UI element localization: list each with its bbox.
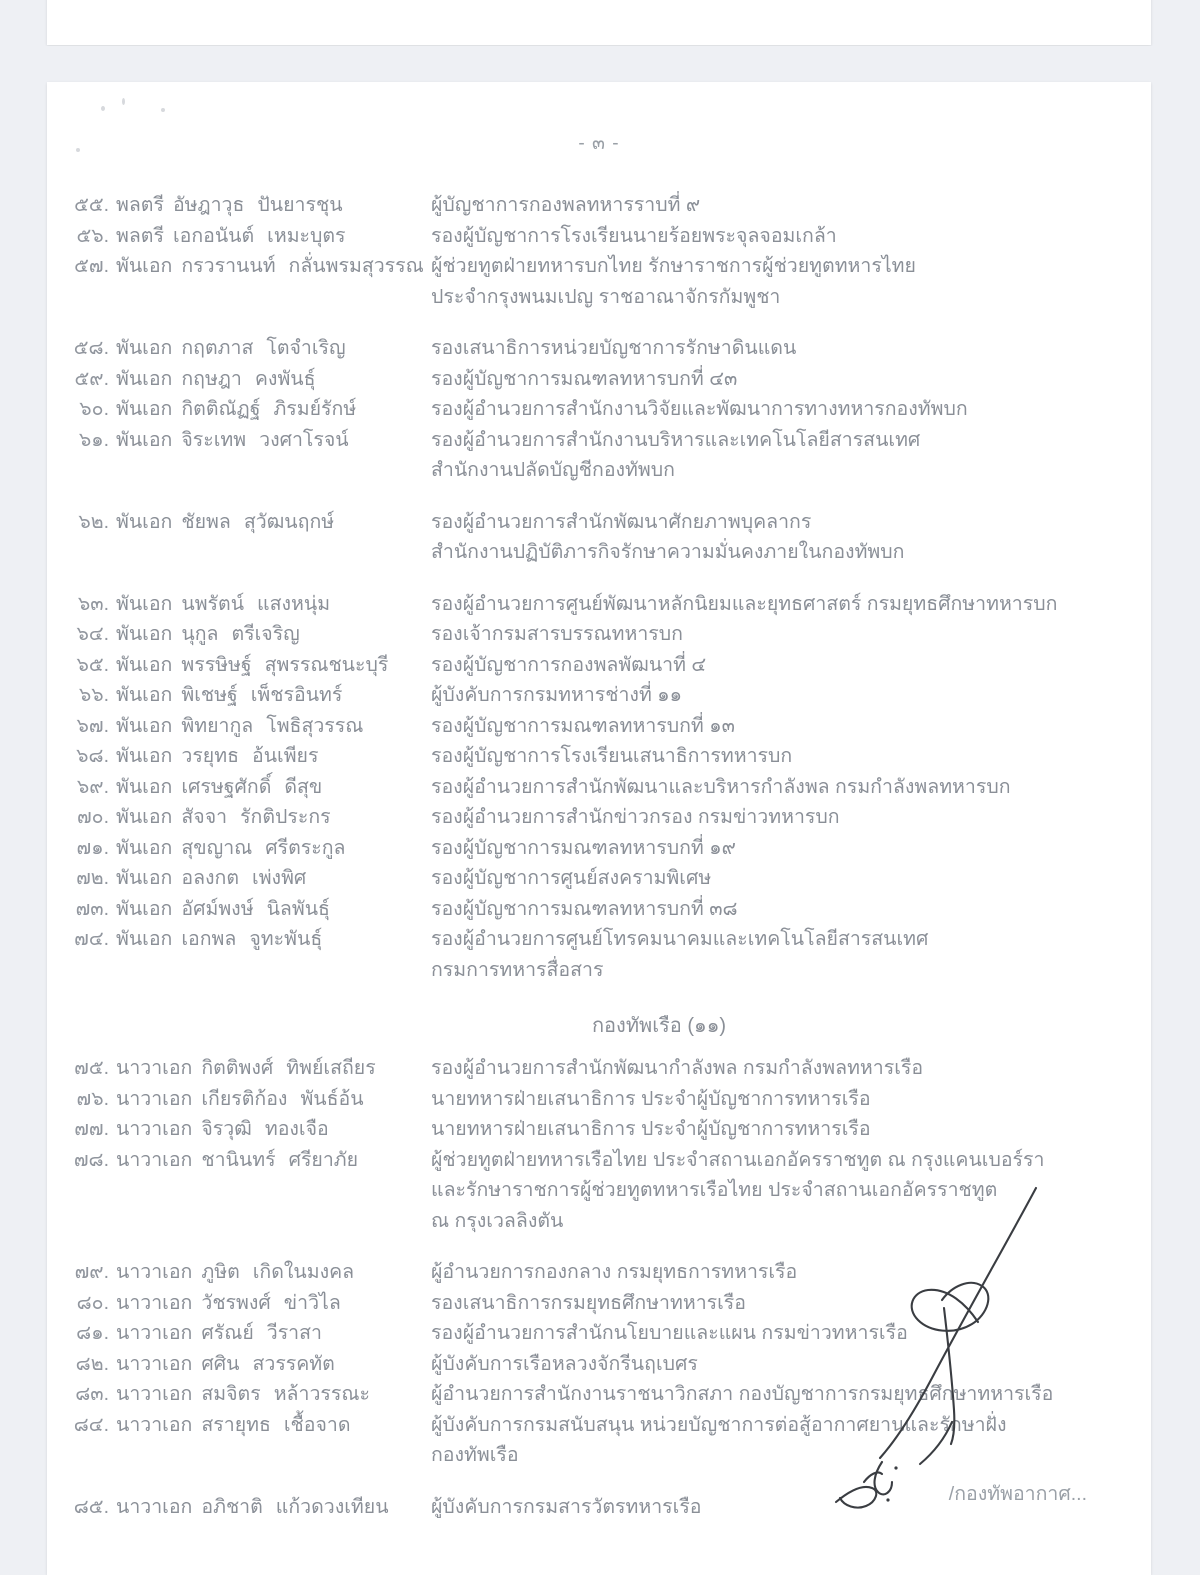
entry-rank: พันเอก xyxy=(116,592,173,615)
section-heading: กองทัพเรือ (๑๑) xyxy=(591,1015,727,1037)
entry-given-name: อัศม์พงษ์ xyxy=(181,897,254,920)
entry-given-name: นุกูล xyxy=(181,623,219,645)
entry-name xyxy=(116,1318,431,1349)
entry-name xyxy=(116,772,431,803)
appointment-entry xyxy=(47,221,1151,252)
appointment-entry xyxy=(47,507,1151,568)
entry-position xyxy=(431,894,1151,925)
appointment-entry xyxy=(47,772,1151,803)
entry-position xyxy=(431,425,1151,486)
entry-family-name: เพ่งพิศ xyxy=(252,867,307,889)
entry-name xyxy=(116,1053,431,1084)
entry-position-line: รองผู้บัญชาการมณฑลทหารบกที่ ๔๓ xyxy=(431,367,738,390)
entry-position xyxy=(431,1288,1151,1319)
entry-given-name: เกียรติก้อง xyxy=(201,1087,288,1110)
appointment-entry xyxy=(47,894,1151,925)
entry-number: ๗๑. xyxy=(76,836,109,859)
entry-position xyxy=(431,507,1151,568)
appointment-entry xyxy=(47,589,1151,620)
entry-number: ๗๐. xyxy=(77,806,109,828)
entry-family-name: สุวัฒนฤกษ์ xyxy=(243,510,335,533)
entry-name xyxy=(116,680,431,711)
entry-rank: พลตรี xyxy=(116,224,164,247)
entry-position-line: ณ กรุงเวลลิงตัน xyxy=(431,1209,564,1232)
entry-rank: พันเอก xyxy=(116,367,173,390)
appointment-entry xyxy=(47,333,1151,364)
entry-number: ๘๐. xyxy=(76,1291,109,1314)
entry-number: ๘๔. xyxy=(73,1413,109,1436)
entry-name xyxy=(116,190,431,221)
entry-position xyxy=(431,650,1151,681)
entry-family-name: ศรีตระกูล xyxy=(265,836,346,859)
entry-number: ๘๑. xyxy=(76,1322,109,1344)
entry-position-line: กองทัพเรือ xyxy=(431,1444,519,1466)
entry-number: ๕๗. xyxy=(74,255,109,277)
entry-position-line: รองผู้อำนวยการสำนักพัฒนากำลังพล กรมกำลังพลทหารเรือ xyxy=(431,1057,924,1079)
entry-position xyxy=(431,833,1151,864)
entry-number: ๕๕. xyxy=(74,194,109,216)
entry-given-name: เอกอนันต์ xyxy=(172,224,255,247)
entry-rank: นาวาเอก xyxy=(116,1495,193,1518)
entry-position-line: ผู้อำนวยการสำนักงานราชนาวิกสภา กองบัญชาการกรมยุทธศึกษาทหารเรือ xyxy=(431,1383,1054,1405)
entry-given-name: อภิชาติ xyxy=(201,1495,263,1518)
appointment-entry xyxy=(47,741,1151,772)
entry-position xyxy=(431,711,1151,742)
entry-position xyxy=(431,1053,1151,1084)
entry-given-name: ศศิน xyxy=(201,1352,240,1375)
entry-family-name: คงพันธุ์ xyxy=(254,367,316,390)
entry-position-line: รองเสนาธิการหน่วยบัญชาการรักษาดินแดน xyxy=(431,337,797,359)
footer-continuation-note: /กองทัพอากาศ... xyxy=(948,1483,1087,1505)
entry-position-line: รองผู้บัญชาการมณฑลทหารบกที่ ๑๓ xyxy=(431,714,735,737)
entry-name xyxy=(116,619,431,650)
entry-family-name: พันธ์อ้น xyxy=(300,1087,364,1110)
entry-number: ๗๕. xyxy=(74,1057,109,1079)
entry-position-line: ผู้ช่วยทูตฝ่ายทหารเรือไทย ประจำสถานเอกอัครราชทูต ณ กรุงแคนเบอร์รา xyxy=(431,1148,1045,1171)
entry-family-name: โตจำเริญ xyxy=(266,337,346,359)
entry-given-name: สมจิตร xyxy=(201,1383,261,1405)
entry-position xyxy=(431,1114,1151,1145)
entry-number: ๖๐. xyxy=(79,398,109,420)
entry-rank: พันเอก xyxy=(116,745,173,767)
entry-number: ๖๖. xyxy=(78,684,109,706)
entry-name xyxy=(116,364,431,395)
entry-given-name: กิตติณัฏฐ์ xyxy=(181,398,261,420)
page-number: - ๓ - xyxy=(578,133,620,154)
entry-position-line: ผู้ช่วยทูตฝ่ายทหารบกไทย รักษาราชการผู้ช่วยทูตทหารไทย xyxy=(431,255,916,277)
appointment-entry xyxy=(47,1379,1151,1410)
entry-rank: พันเอก xyxy=(116,806,173,828)
entry-name xyxy=(116,221,431,252)
entry-given-name: นพรัตน์ xyxy=(181,592,245,615)
entry-family-name: แก้วดวงเทียน xyxy=(275,1495,389,1518)
entry-position xyxy=(431,772,1151,803)
entry-given-name: วรยุทธ xyxy=(181,745,239,767)
entry-given-name: พรรษิษฐ์ xyxy=(181,653,252,676)
entry-position xyxy=(431,1379,1151,1410)
entry-given-name: พิเชษฐ์ xyxy=(181,684,238,706)
entry-position-line: นายทหารฝ่ายเสนาธิการ ประจำผู้บัญชาการทหารเรือ xyxy=(431,1118,871,1140)
appointment-entry xyxy=(47,863,1151,894)
entry-family-name: จูทะพันธุ์ xyxy=(249,928,323,950)
appointment-entry xyxy=(47,833,1151,864)
entry-given-name: ชานินทร์ xyxy=(201,1148,276,1171)
entry-position-line: รองเสนาธิการกรมยุทธศึกษาทหารเรือ xyxy=(431,1291,746,1314)
entry-position-line: รองผู้อำนวยการสำนักพัฒนาศักยภาพบุคลากร xyxy=(431,510,812,533)
entry-position-line: รองผู้บัญชาการกองพลพัฒนาที่ ๔ xyxy=(431,653,707,676)
entry-family-name: โพธิสุวรรณ xyxy=(266,714,364,737)
entry-name xyxy=(116,507,431,538)
appointment-entry xyxy=(47,1318,1151,1349)
entry-number: ๗๖. xyxy=(76,1087,109,1110)
appointment-entry xyxy=(47,619,1151,650)
entry-name xyxy=(116,741,431,772)
entry-position xyxy=(431,680,1151,711)
entry-family-name: นิลพันธุ์ xyxy=(266,897,330,920)
entry-rank: พันเอก xyxy=(116,867,173,889)
entry-position xyxy=(431,1084,1151,1115)
entry-given-name: กฤตภาส xyxy=(181,337,254,359)
entry-family-name: เชื้อจาด xyxy=(283,1413,351,1436)
entry-family-name: ภิรมย์รักษ์ xyxy=(273,398,357,420)
entry-name xyxy=(116,589,431,620)
entry-name xyxy=(116,1114,431,1145)
entry-position xyxy=(431,863,1151,894)
appointment-list xyxy=(47,190,1151,1522)
entry-position-line: รองผู้อำนวยการสำนักงานวิจัยและพัฒนาการทางทหารกองทัพบก xyxy=(431,398,968,420)
entry-number: ๗๗. xyxy=(74,1118,109,1140)
entry-position xyxy=(431,221,1151,252)
entry-given-name: วัชรพงศ์ xyxy=(201,1291,271,1314)
entry-family-name: กลั่นพรมสุวรรณ xyxy=(288,255,424,277)
entry-family-name: สวรรคทัต xyxy=(252,1352,335,1375)
entry-number: ๘๕. xyxy=(73,1495,109,1518)
entry-family-name: เกิดในมงคล xyxy=(252,1261,355,1283)
entry-number: ๖๕. xyxy=(76,653,109,676)
entry-name xyxy=(116,333,431,364)
entry-family-name: วีราสา xyxy=(266,1322,322,1344)
entry-family-name: รักติประกร xyxy=(240,806,331,828)
entry-rank: นาวาเอก xyxy=(116,1148,193,1171)
entry-number: ๕๙. xyxy=(74,367,109,390)
entry-position-line: ประจำกรุงพนมเปญ ราชอาณาจักรกัมพูชา xyxy=(431,285,781,308)
entry-name xyxy=(116,1288,431,1319)
entry-name xyxy=(116,1145,431,1176)
entry-name xyxy=(116,894,431,925)
entry-rank: พันเอก xyxy=(116,836,173,859)
entry-rank: นาวาเอก xyxy=(116,1118,193,1140)
entry-position xyxy=(431,619,1151,650)
entry-number: ๘๒. xyxy=(75,1352,109,1375)
entry-family-name: ศรียาภัย xyxy=(288,1148,359,1171)
appointment-entry xyxy=(47,1084,1151,1115)
entry-family-name: เพ็ชรอินทร์ xyxy=(250,684,343,706)
appointment-entry xyxy=(47,1145,1151,1237)
appointment-entry xyxy=(47,650,1151,681)
appointment-entry xyxy=(47,190,1151,221)
entry-family-name: แสงหนุ่ม xyxy=(257,592,331,615)
entry-family-name: ตรีเจริญ xyxy=(231,623,300,645)
entry-position xyxy=(431,1410,1151,1471)
entry-given-name: อลงกต xyxy=(181,867,240,889)
entry-rank: พันเอก xyxy=(116,684,173,706)
entry-given-name: สัจจา xyxy=(181,806,228,828)
entry-rank: นาวาเอก xyxy=(116,1413,193,1436)
entry-position-line: รองผู้บัญชาการโรงเรียนนายร้อยพระจุลจอมเกล้า xyxy=(431,224,837,247)
entry-position xyxy=(431,1145,1151,1237)
entry-name xyxy=(116,711,431,742)
appointment-entry xyxy=(47,1053,1151,1084)
entry-given-name: กฤษฎา xyxy=(181,367,242,390)
entry-number: ๘๓. xyxy=(75,1383,109,1405)
entry-position-line: รองผู้บัญชาการมณฑลทหารบกที่ ๓๘ xyxy=(431,897,738,920)
entry-family-name: ทองเจือ xyxy=(264,1118,329,1140)
entry-rank: พลตรี xyxy=(116,194,164,216)
entry-position-line: รองผู้บัญชาการศูนย์สงครามพิเศษ xyxy=(431,867,712,889)
entry-name xyxy=(116,251,431,282)
entry-rank: พันเอก xyxy=(116,510,173,533)
appointment-entry xyxy=(47,251,1151,312)
entry-family-name: เหมะบุตร xyxy=(267,224,346,247)
entry-name xyxy=(116,425,431,456)
entry-number: ๗๒. xyxy=(76,867,109,889)
entry-given-name: เศรษฐศักดิ์ xyxy=(181,775,272,798)
entry-number: ๖๔. xyxy=(76,623,109,645)
entry-rank: นาวาเอก xyxy=(116,1291,193,1314)
entry-position-line: นายทหารฝ่ายเสนาธิการ ประจำผู้บัญชาการทหารเรือ xyxy=(431,1087,871,1110)
entry-position xyxy=(431,741,1151,772)
entry-rank: นาวาเอก xyxy=(116,1057,193,1079)
entry-rank: พันเอก xyxy=(116,775,173,798)
entry-number: ๖๗. xyxy=(76,714,109,737)
entry-given-name: อัษฎาวุธ xyxy=(172,194,245,216)
entry-given-name: ศรัณย์ xyxy=(201,1322,254,1344)
entry-position-line: ผู้บังคับการเรือหลวงจักรีนฤเบศร xyxy=(431,1352,698,1375)
entry-family-name: อ้นเพียร xyxy=(251,745,319,767)
entry-position-line: ผู้บังคับการกรมทหารช่างที่ ๑๑ xyxy=(431,684,682,706)
entry-family-name: ข่าวิไล xyxy=(283,1291,341,1314)
entry-position xyxy=(431,251,1151,312)
entry-family-name: ปันยารชุน xyxy=(257,194,343,216)
entry-family-name: สุพรรณชนะบุรี xyxy=(264,653,389,676)
entry-rank: พันเอก xyxy=(116,653,173,676)
entry-position xyxy=(431,364,1151,395)
entry-rank: นาวาเอก xyxy=(116,1352,193,1375)
entry-position xyxy=(431,1257,1151,1288)
appointment-entry xyxy=(47,1114,1151,1145)
entry-position-line: ผู้บัญชาการกองพลทหารราบที่ ๙ xyxy=(431,194,701,216)
entry-position-line: รองผู้อำนวยการสำนักนโยบายและแผน กรมข่าวทหารเรือ xyxy=(431,1322,908,1344)
entry-given-name: สุขญาณ xyxy=(181,836,253,859)
entry-rank: พันเอก xyxy=(116,398,173,420)
appointment-entry xyxy=(47,1257,1151,1288)
entry-position-line: กรมการทหารสื่อสาร xyxy=(431,958,604,981)
entry-number: ๗๔. xyxy=(74,928,109,950)
entry-name xyxy=(116,650,431,681)
entry-given-name: เอกพล xyxy=(181,928,237,950)
entry-position-line: สำนักงานปฏิบัติภารกิจรักษาความมั่นคงภายในกองทัพบก xyxy=(431,541,905,563)
entry-position-line: รองผู้อำนวยการศูนย์พัฒนาหลักนิยมและยุทธศาสตร์ กรมยุทธศึกษาทหารบก xyxy=(431,592,1058,615)
entry-given-name: กิตติพงศ์ xyxy=(201,1057,274,1079)
entry-number: ๖๓. xyxy=(77,592,109,615)
entry-position-line: รองผู้บัญชาการโรงเรียนเสนาธิการทหารบก xyxy=(431,745,793,767)
page-separator-gap xyxy=(0,46,1200,82)
entry-name xyxy=(116,1257,431,1288)
entry-number: ๖๑. xyxy=(78,428,109,451)
entry-rank: พันเอก xyxy=(116,928,173,950)
entry-number: ๕๘. xyxy=(73,337,109,359)
entry-rank: พันเอก xyxy=(116,337,173,359)
entry-position xyxy=(431,802,1151,833)
entry-family-name: วงศาโรจน์ xyxy=(259,428,349,451)
entry-number: ๕๖. xyxy=(76,224,109,247)
entry-position xyxy=(431,190,1151,221)
entry-name xyxy=(116,1084,431,1115)
entry-name xyxy=(116,394,431,425)
entry-name xyxy=(116,863,431,894)
entry-number: ๖๙. xyxy=(76,775,109,798)
appointment-entry xyxy=(47,924,1151,985)
entry-rank: พันเอก xyxy=(116,897,173,920)
entry-position-line: ผู้บังคับการกรมสนับสนุน หน่วยบัญชาการต่อสู้อากาศยานและรักษาฝั่ง xyxy=(431,1413,1007,1436)
entry-rank: พันเอก xyxy=(116,623,173,645)
entry-position xyxy=(431,589,1151,620)
entry-number: ๗๘. xyxy=(73,1148,109,1171)
entry-family-name: ดีสุข xyxy=(284,775,323,798)
entry-rank: พันเอก xyxy=(116,428,173,451)
appointment-entry xyxy=(47,364,1151,395)
appointment-entry xyxy=(47,394,1151,425)
entry-number: ๖๘. xyxy=(76,745,109,767)
appointment-entry xyxy=(47,802,1151,833)
entry-number: ๖๒. xyxy=(78,510,109,533)
entry-rank: พันเอก xyxy=(116,255,173,277)
entry-position-line: และรักษาราชการผู้ช่วยทูตทหารเรือไทย ประจำสถานเอกอัครราชทูต xyxy=(431,1179,998,1201)
entry-position-line: รองเจ้ากรมสารบรรณทหารบก xyxy=(431,623,683,645)
entry-family-name: ทิพย์เสถียร xyxy=(286,1057,376,1079)
entry-position xyxy=(431,394,1151,425)
entry-rank: นาวาเอก xyxy=(116,1261,193,1283)
previous-page-sheet xyxy=(47,0,1151,45)
appointment-entry xyxy=(47,1410,1151,1471)
entry-name xyxy=(116,1379,431,1410)
entry-position-line: ผู้บังคับการกรมสารวัตรทหารเรือ xyxy=(431,1495,702,1518)
document-body xyxy=(47,82,1151,1575)
entry-given-name: จิระเทพ xyxy=(181,428,247,451)
entry-name xyxy=(116,802,431,833)
appointment-entry xyxy=(47,1349,1151,1380)
appointment-entry xyxy=(47,1288,1151,1319)
entry-given-name: พิทยากูล xyxy=(181,714,254,737)
entry-position xyxy=(431,924,1151,985)
entry-name xyxy=(116,833,431,864)
entry-position-line: สำนักงานปลัดบัญชีกองทัพบก xyxy=(431,459,675,481)
entry-given-name: กรวรานนท์ xyxy=(181,255,276,277)
entry-number: ๗๓. xyxy=(75,897,109,920)
entry-position-line: รองผู้อำนวยการศูนย์โทรคมนาคมและเทคโนโลยีสารสนเทศ xyxy=(431,928,929,950)
document-page[interactable] xyxy=(47,82,1151,1575)
entry-rank: พันเอก xyxy=(116,714,173,737)
entry-name xyxy=(116,1349,431,1380)
entry-position xyxy=(431,1318,1151,1349)
appointment-entry xyxy=(47,711,1151,742)
entry-position-line: รองผู้บัญชาการมณฑลทหารบกที่ ๑๙ xyxy=(431,836,736,859)
appointment-entry xyxy=(47,680,1151,711)
entry-position-line: รองผู้อำนวยการสำนักงานบริหารและเทคโนโลยีสารสนเทศ xyxy=(431,428,921,451)
entry-rank: นาวาเอก xyxy=(116,1087,193,1110)
entry-number: ๗๙. xyxy=(74,1261,109,1283)
entry-position xyxy=(431,1349,1151,1380)
entry-given-name: ชัยพล xyxy=(181,510,231,533)
entry-position-line: ผู้อำนวยการกองกลาง กรมยุทธการทหารเรือ xyxy=(431,1261,798,1283)
entry-name xyxy=(116,924,431,955)
appointment-entry xyxy=(47,425,1151,486)
entry-given-name: จิรวุฒิ xyxy=(201,1118,252,1140)
entry-rank: นาวาเอก xyxy=(116,1383,193,1405)
entry-name xyxy=(116,1410,431,1441)
entry-rank: นาวาเอก xyxy=(116,1322,193,1344)
entry-position-line: รองผู้อำนวยการสำนักพัฒนาและบริหารกำลังพล กรมกำลังพลทหารบก xyxy=(431,775,1011,798)
entry-name xyxy=(116,1492,431,1523)
entry-position xyxy=(431,333,1151,364)
entry-family-name: หล้าวรรณะ xyxy=(273,1383,370,1405)
entry-given-name: ภูษิต xyxy=(201,1261,240,1283)
entry-given-name: สรายุทธ xyxy=(201,1413,271,1436)
entry-position-line: รองผู้อำนวยการสำนักข่าวกรอง กรมข่าวทหารบก xyxy=(431,806,840,828)
